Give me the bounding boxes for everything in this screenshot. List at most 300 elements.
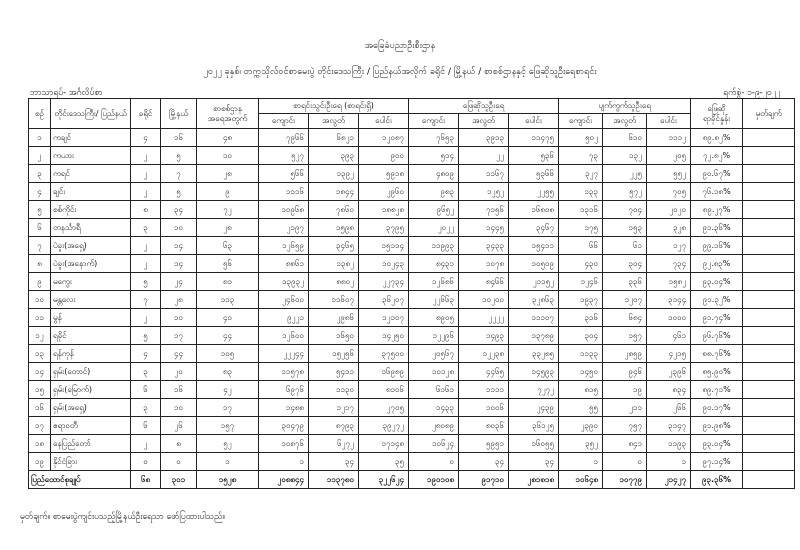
cell-abs-f: ၂၁၁ — [603, 399, 647, 417]
cell-sat-t: ၃၄ — [509, 453, 559, 471]
cell-sat-t: ၁၅၄၁၁ — [509, 237, 559, 255]
cell-centers: ၈၃ — [197, 363, 259, 381]
cell-remark — [743, 273, 795, 291]
cell-district: ၂ — [131, 309, 161, 327]
cell-pct: ၈၉.၇၁% — [691, 381, 743, 399]
cell-reg-m: ၁၂၆၀၀ — [259, 327, 309, 345]
cell-reg-m: ၁၄၈၈ — [259, 399, 309, 417]
cell-township: ၁၆ — [161, 381, 197, 399]
cell-reg-t: ၁၅၁၁၄ — [359, 237, 409, 255]
cell-abs-t: ၁၁၁၂ — [647, 129, 691, 147]
cell-pct: ၉၃.၀၄% — [691, 435, 743, 453]
cell-township: ၃၄ — [161, 201, 197, 219]
cell-abs-m: ၅၅ — [559, 399, 603, 417]
total-sat-f: ၉၁၇၁၀ — [459, 471, 509, 489]
header-percent: ဖြေဆို ရာခိုင်နှုန်း — [691, 99, 743, 129]
cell-no: ၅ — [29, 201, 51, 219]
cell-reg-t: ၁၄၂၅၀ — [359, 327, 409, 345]
cell-township: ၅ — [161, 147, 197, 165]
cell-abs-f: ၇၅၇ — [603, 417, 647, 435]
total-abs-f: ၁၀၇၇၉ — [603, 471, 647, 489]
cell-district: ၃ — [131, 399, 161, 417]
cell-reg-t: ၁၆၉၈၉ — [359, 363, 409, 381]
cell-abs-m: ၁၂၄၆ — [559, 273, 603, 291]
cell-abs-f: ၂၂၅ — [603, 165, 647, 183]
cell-region: နိုင်ငံခြား — [51, 453, 131, 471]
total-abs-m: ၁၀၆၄၈ — [559, 471, 603, 489]
cell-district: ၃ — [131, 363, 161, 381]
table-row — [29, 435, 795, 453]
cell-remark — [743, 219, 795, 237]
cell-centers: ၁၅၇ — [197, 417, 259, 435]
document-subtitle: ၂၀၂၂ ခုနှစ်၊ တက္ကသိုလ်ဝင်စာမေးပွဲ တိုင်းဒေသကြီး / ပြည်နယ်အလိုက် ခရိုင် / မြို့နယ် / စာစစ်ဌာနနှင့် ဖြေဆိုသူဦးရေစာရင်း — [203, 67, 597, 77]
cell-no: ၁၈ — [29, 435, 51, 453]
cell-reg-f: ၁၆၅၀ — [309, 327, 359, 345]
cell-abs-m: ၆၆ — [559, 237, 603, 255]
cell-no: ၃ — [29, 165, 51, 183]
cell-remark — [743, 417, 795, 435]
cell-reg-t: ၁၈၈၂၈ — [359, 201, 409, 219]
cell-reg-f: ၇၈၆၀ — [309, 201, 359, 219]
cell-no: ၁၂ — [29, 327, 51, 345]
cell-sat-f: ၁၂၂၃၈ — [459, 345, 509, 363]
cell-pct: ၉၀.၁၇% — [691, 399, 743, 417]
cell-sat-m: ၁၂၂၉၆ — [409, 327, 459, 345]
cell-reg-f: ၆၂၇၂ — [309, 435, 359, 453]
cell-region: စစ်ကိုင်း — [51, 201, 131, 219]
cell-sat-f: ၁၁၆၇ — [459, 165, 509, 183]
cell-pct: ၉၁.၉၈% — [691, 417, 743, 435]
cell-reg-t: ၅၉၁၈ — [359, 165, 409, 183]
cell-abs-t: ၂၀၂၀ — [647, 201, 691, 219]
cell-pct: ၇၂.၈၂% — [691, 147, 743, 165]
cell-reg-m: ၆၉၇၆ — [259, 381, 309, 399]
cell-no: ၁၄ — [29, 363, 51, 381]
cell-reg-m: ၅၆၆ — [259, 165, 309, 183]
cell-no: ၄ — [29, 183, 51, 201]
table-row — [29, 453, 795, 471]
cell-region: တနင်္သာရီ — [51, 219, 131, 237]
cell-centers: ၇၂ — [197, 201, 259, 219]
header-abs-female: အလွတ် — [603, 114, 647, 129]
cell-remark — [743, 129, 795, 147]
cell-abs-t: ၅၅၂ — [647, 165, 691, 183]
cell-sat-f: ၈၀၃၆ — [459, 417, 509, 435]
cell-centers: ၄၀ — [197, 309, 259, 327]
header-abs-total: ပေါင်း — [647, 114, 691, 129]
cell-reg-t: ၂၉၆၀ — [359, 183, 409, 201]
header-registered: စာရင်းသွင်းဦးရေ (စာရင်းရှိ) — [259, 99, 409, 114]
cell-township: ၄၄ — [161, 345, 197, 363]
header-absent: ပျက်ကွက်သူဦးရေ — [559, 99, 691, 114]
cell-remark — [743, 327, 795, 345]
cell-district: ၂ — [131, 147, 161, 165]
cell-region: ရန်ကုန် — [51, 345, 131, 363]
cell-region: ချင်း — [51, 183, 131, 201]
cell-district: ၂ — [131, 165, 161, 183]
table-row — [29, 201, 795, 219]
cell-remark — [743, 165, 795, 183]
cell-pct: ၈၅.၉၀% — [691, 363, 743, 381]
cell-sat-f: ၂၂ — [459, 147, 509, 165]
cell-region: နေပြည်တော် — [51, 435, 131, 453]
header-abs-male: ကျောင်း — [559, 114, 603, 129]
cell-abs-m: ၃၁၆ — [559, 309, 603, 327]
cell-pct: ၈၉.၂၇% — [691, 201, 743, 219]
cell-reg-f: ၁၂၁၇ — [309, 399, 359, 417]
cell-pct: ၉၀.၆၇% — [691, 165, 743, 183]
table-row — [29, 309, 795, 327]
cell-remark — [743, 183, 795, 201]
total-pct: ၉၃.၃၆% — [691, 471, 743, 489]
cell-township: ၀ — [161, 453, 197, 471]
cell-abs-m: ၄၃၀ — [559, 255, 603, 273]
cell-district: ၄ — [131, 345, 161, 363]
total-sat-m: ၁၉၀၁၀၈ — [409, 471, 459, 489]
cell-reg-m: ၉၂၂၁ — [259, 309, 309, 327]
cell-reg-f: ၁၅၂၅၆ — [309, 345, 359, 363]
cell-sat-m: ၉၆၅၂ — [409, 201, 459, 219]
cell-abs-m: ၇၃ — [559, 147, 603, 165]
cell-centers: ၄၂ — [197, 381, 259, 399]
cell-region: မကွေး — [51, 273, 131, 291]
cell-reg-f: ၁၁၆၀၇ — [309, 291, 359, 309]
cell-reg-m: ၂၄၆၀၀ — [259, 291, 309, 309]
cell-reg-t: ၈၁၀၆ — [359, 381, 409, 399]
table-row — [29, 417, 795, 435]
cell-district: ၅ — [131, 273, 161, 291]
cell-reg-m: ၈၈၆၁ — [259, 255, 309, 273]
cell-sat-m: ၇၆၅၃ — [409, 129, 459, 147]
cell-no: ၂ — [29, 147, 51, 165]
cell-reg-f: ၂၉၈၆ — [309, 309, 359, 327]
cell-centers: ၂၈ — [197, 165, 259, 183]
cell-no: ၁ — [29, 129, 51, 147]
table-row — [29, 345, 795, 363]
cell-abs-f: ၀ — [603, 453, 647, 471]
cell-reg-m: ၁၃၉၃၂ — [259, 273, 309, 291]
cell-region: ပဲခူး(အရှေ့) — [51, 237, 131, 255]
cell-reg-t: ၃၇၉၅ — [359, 219, 409, 237]
cell-no: ၈ — [29, 255, 51, 273]
cell-district: ၅ — [131, 327, 161, 345]
cell-sat-f: ၈၄၆၆ — [459, 273, 509, 291]
table-row — [29, 165, 795, 183]
header-no: စဉ် — [29, 99, 51, 129]
cell-sat-f: ၃၉၁၃ — [459, 129, 509, 147]
cell-reg-f: ၃၄ — [309, 453, 359, 471]
cell-sat-t: ၁၁၄၇၅ — [509, 129, 559, 147]
cell-sat-t: ၁၄၅၉၃ — [509, 363, 559, 381]
total-sat-t: ၂၈၁၈၁၈ — [509, 471, 559, 489]
header-centers: စာစစ်ဌာန အရေအတွက် — [197, 99, 259, 129]
cell-centers: ၅၂ — [197, 435, 259, 453]
cell-reg-m: ၂၁၉၇ — [259, 219, 309, 237]
total-abs-t: ၂၁၄၂၇ — [647, 471, 691, 489]
total-district: ၆၈ — [131, 471, 161, 489]
cell-abs-f: ၇၀၄ — [603, 201, 647, 219]
cell-abs-f: ၉၄၆ — [603, 363, 647, 381]
cell-remark — [743, 237, 795, 255]
cell-abs-f: ၂၈၅၉ — [603, 345, 647, 363]
cell-pct: ၈၈.၇၆% — [691, 345, 743, 363]
cell-abs-m: ၁ — [559, 453, 603, 471]
cell-reg-f: ၁၁၃၀ — [309, 381, 359, 399]
cell-abs-m: ၈၁၅ — [559, 381, 603, 399]
cell-sat-m: ၂၂၆၆၃ — [409, 291, 459, 309]
cell-abs-t: ၁၂၇ — [647, 237, 691, 255]
cell-no: ၉ — [29, 273, 51, 291]
cell-sat-m: ၂၀၅၆၇ — [409, 345, 459, 363]
cell-abs-m: ၅၀၂ — [559, 129, 603, 147]
cell-abs-t: ၃၁၄၄ — [647, 291, 691, 309]
total-reg-m: ၂၀၈၈၄၄ — [259, 471, 309, 489]
cell-township: ၁၀ — [161, 399, 197, 417]
cell-abs-m: ၃၂၇ — [559, 165, 603, 183]
cell-sat-f: ၂၂၂၂ — [459, 309, 509, 327]
cell-sat-t: ၂၁၁၅၂ — [509, 273, 559, 291]
cell-region: ကယား — [51, 147, 131, 165]
cell-sat-m: ၉၈၃ — [409, 183, 459, 201]
cell-abs-m: ၃၅၂ — [559, 435, 603, 453]
total-row — [29, 471, 795, 489]
cell-reg-m: ၃၀၄၇၉ — [259, 417, 309, 435]
cell-sat-m: ၁၄၃၃ — [409, 399, 459, 417]
cell-sat-t: ၃၃၂၈၅ — [509, 345, 559, 363]
cell-sat-f: ၁၀၂၀၀ — [459, 291, 509, 309]
cell-reg-f: ၁၅၉၈ — [309, 219, 359, 237]
cell-sat-m: ၀ — [409, 453, 459, 471]
table-row — [29, 219, 795, 237]
cell-district: ၃ — [131, 219, 161, 237]
results-table — [28, 98, 795, 489]
cell-abs-t: ၂၃၉၆ — [647, 363, 691, 381]
cell-sat-t: ၇၂၇၂ — [509, 381, 559, 399]
table-row — [29, 183, 795, 201]
cell-sat-t: ၃၂၈၆၃ — [509, 291, 559, 309]
cell-township: ၂၈ — [161, 291, 197, 309]
total-centers: ၁၅၂၈ — [197, 471, 259, 489]
cell-pct: ၉၁.၃၆% — [691, 219, 743, 237]
cell-abs-t: ၄၆၁ — [647, 327, 691, 345]
cell-remark — [743, 363, 795, 381]
cell-sat-f: ၁၂၅၂ — [459, 183, 509, 201]
cell-pct: ၇၆.၁၈% — [691, 183, 743, 201]
cell-sat-t: ၁၆၀၅၅ — [509, 435, 559, 453]
cell-remark — [743, 345, 795, 363]
cell-abs-t: ၇၀၅ — [647, 183, 691, 201]
cell-district: ၀ — [131, 453, 161, 471]
header-reg-female: အလွတ် — [309, 114, 359, 129]
cell-abs-f: ၃၃၆ — [603, 273, 647, 291]
cell-sat-t: ၁၁၁၀၇ — [509, 309, 559, 327]
cell-region: ရှမ်း(အရှေ့) — [51, 399, 131, 417]
cell-reg-m: ၂၂၂၄၄ — [259, 345, 309, 363]
cell-remark — [743, 435, 795, 453]
cell-township: ၁၇ — [161, 327, 197, 345]
cell-region: မွန် — [51, 309, 131, 327]
cell-abs-f: ၆၁၀ — [603, 129, 647, 147]
cell-reg-m: ၇၉၆၆ — [259, 129, 309, 147]
cell-sat-t: ၁၆၈၀၈ — [509, 201, 559, 219]
cell-remark — [743, 201, 795, 219]
cell-no: ၆ — [29, 219, 51, 237]
cell-centers: ၆၃ — [197, 237, 259, 255]
cell-no: ၁၁ — [29, 309, 51, 327]
total-label: ပြည်ထောင်စုချုပ် — [29, 471, 131, 489]
cell-abs-f: ၁၅၃ — [603, 219, 647, 237]
header-reg-total: ပေါင်း — [359, 114, 409, 129]
cell-sat-m: ၁၁၉၉၃ — [409, 237, 459, 255]
cell-centers: ၁၀၅ — [197, 345, 259, 363]
cell-township: ၁၀ — [161, 219, 197, 237]
cell-centers: ၁ — [197, 453, 259, 471]
header-township: မြို့နယ် — [161, 99, 197, 129]
cell-sat-f: ၁၁၁၁ — [459, 381, 509, 399]
cell-centers: ၈၁ — [197, 273, 259, 291]
total-reg-f: ၁၁၃၇၈၀ — [309, 471, 359, 489]
cell-district: ၇ — [131, 291, 161, 309]
cell-reg-t: ၁၂၁၀၇ — [359, 309, 409, 327]
cell-reg-f: ၃၉၃ — [309, 147, 359, 165]
total-remark — [743, 471, 795, 489]
cell-sat-m: ၁၀၁၂၈ — [409, 363, 459, 381]
cell-reg-t: ၁၀၂၄၃ — [359, 255, 409, 273]
cell-no: ၁၉ — [29, 453, 51, 471]
cell-district: ၈ — [131, 201, 161, 219]
cell-abs-t: ၂၀၅ — [647, 147, 691, 165]
cell-sat-m: ၂၈၀၈၉ — [409, 417, 459, 435]
cell-sat-f: ၄၄၆၅ — [459, 363, 509, 381]
cell-abs-m: ၁၁၃၃ — [559, 345, 603, 363]
cell-district: ၆ — [131, 381, 161, 399]
cell-sat-t: ၁၀၅၀၉ — [509, 255, 559, 273]
cell-reg-f: ၃၄၆၅ — [309, 237, 359, 255]
cell-region: ပဲခူး(အနောက်) — [51, 255, 131, 273]
cell-pct: ၉၃.၀၄% — [691, 273, 743, 291]
header-district: ခရိုင် — [131, 99, 161, 129]
cell-no: ၁၇ — [29, 417, 51, 435]
cell-abs-f: ၁၅၇ — [603, 327, 647, 345]
cell-reg-t: ၃၅ — [359, 453, 409, 471]
cell-sat-f: ၇၁၅၆ — [459, 201, 509, 219]
cell-abs-f: ၁၂၀၇ — [603, 291, 647, 309]
cell-sat-m: ၈၄၃၁ — [409, 255, 459, 273]
cell-remark — [743, 309, 795, 327]
cell-district: ၂ — [131, 237, 161, 255]
cell-reg-f: ၈၈၀၂ — [309, 273, 359, 291]
cell-reg-m: ၅၂၇ — [259, 147, 309, 165]
cell-remark — [743, 291, 795, 309]
cell-reg-m: ၁၂၆၅၉ — [259, 237, 309, 255]
cell-sat-t: ၃၆၁၂၅ — [509, 417, 559, 435]
cell-abs-f: ၆၁ — [603, 237, 647, 255]
header-sat: ဖြေဆိုသူဦးရေ — [409, 99, 559, 114]
cell-region: ကချင် — [51, 129, 131, 147]
table-row — [29, 327, 795, 345]
cell-region: ရခိုင် — [51, 327, 131, 345]
cell-township: ၁၄ — [161, 237, 197, 255]
cell-reg-f: ၁၈၄၄ — [309, 183, 359, 201]
cell-abs-m: ၃၀၄ — [559, 327, 603, 345]
document-title: အခြေခံပညာဦးစီးဌာန — [364, 41, 436, 51]
cell-abs-m: ၂၃၉၀ — [559, 417, 603, 435]
cell-reg-f: ၅၄၁၁ — [309, 363, 359, 381]
cell-centers: ၄၈ — [197, 129, 259, 147]
cell-sat-m: ၁၀၆၂၄ — [409, 435, 459, 453]
cell-centers: ၂၈ — [197, 219, 259, 237]
cell-abs-t: ၂၆၆ — [647, 399, 691, 417]
cell-township: ၈ — [161, 435, 197, 453]
header-region: တိုင်းဒေသကြီး/ ပြည်နယ် — [51, 99, 131, 129]
header-sat-total: ပေါင်း — [509, 114, 559, 129]
cell-sat-m: ၂၀၂၂ — [409, 219, 459, 237]
cell-township: ၂၆ — [161, 417, 197, 435]
cell-reg-t: ၁၂၀၈၇ — [359, 129, 409, 147]
cell-centers: ၁၇ — [197, 399, 259, 417]
table-row — [29, 147, 795, 165]
cell-reg-m: ၁၀၉၆၈ — [259, 201, 309, 219]
cell-sat-t: ၁၃၇၈၉ — [509, 327, 559, 345]
cell-sat-m: ၆၁၆၁ — [409, 381, 459, 399]
cell-sat-t: ၅၃၆ — [509, 147, 559, 165]
cell-region: ဧရာဝတီ — [51, 417, 131, 435]
cell-sat-f: ၁၄၄၅ — [459, 219, 509, 237]
total-reg-t: ၃၂၂၆၂၄ — [359, 471, 409, 489]
table-row — [29, 129, 795, 147]
cell-reg-t: ၃၆၂၀၇ — [359, 291, 409, 309]
cell-township: ၇ — [161, 165, 197, 183]
cell-abs-t: ၁ — [647, 453, 691, 471]
date-label: ရက်စွဲ- ၁-၉-၂၀၂၂ — [723, 88, 780, 98]
cell-reg-t: ၉၀၀ — [359, 147, 409, 165]
cell-reg-m: ၁၀၈၇၆ — [259, 435, 309, 453]
cell-abs-f: ၅၇၂ — [603, 183, 647, 201]
table-row — [29, 255, 795, 273]
cell-district: ၂ — [131, 183, 161, 201]
cell-sat-f: ၁၀၀၆ — [459, 399, 509, 417]
cell-township: ၁၀ — [161, 309, 197, 327]
cell-region: မန္တလေး — [51, 291, 131, 309]
cell-reg-f: ၁၃၉၂ — [309, 165, 359, 183]
cell-abs-t: ၃၂၈ — [647, 219, 691, 237]
cell-region: ရှမ်း(မြောက်) — [51, 381, 131, 399]
cell-district: ၂ — [131, 255, 161, 273]
cell-district: ၆ — [131, 417, 161, 435]
cell-no: ၁၅ — [29, 381, 51, 399]
cell-reg-t: ၂၇၀၅ — [359, 399, 409, 417]
cell-sat-t: ၂၂၅၅ — [509, 183, 559, 201]
cell-abs-f: ၆၈၄ — [603, 309, 647, 327]
cell-sat-t: ၂၄၃၉ — [509, 399, 559, 417]
cell-sat-f: ၃၄ — [459, 453, 509, 471]
cell-township: ၁၆ — [161, 129, 197, 147]
cell-abs-t: ၃၁၄၇ — [647, 417, 691, 435]
cell-sat-f: ၁၀၇၈ — [459, 255, 509, 273]
cell-reg-f: ၈၇၉၃ — [309, 417, 359, 435]
table-row — [29, 291, 795, 309]
cell-no: ၁၀ — [29, 291, 51, 309]
cell-pct: ၉၁.၇၄% — [691, 309, 743, 327]
cell-abs-m: ၁၇၅ — [559, 219, 603, 237]
subject-label: ဘာသာရပ်- အင်္ဂလိပ်စာ — [30, 88, 103, 98]
cell-sat-m: ၄၈၀၉ — [409, 165, 459, 183]
cell-abs-f: ၃၀၄ — [603, 255, 647, 273]
cell-reg-t: ၃၉၂၇၂ — [359, 417, 409, 435]
cell-abs-m: ၁၄၅၀ — [559, 363, 603, 381]
cell-abs-m: ၁၉၃၇ — [559, 291, 603, 309]
cell-abs-f: ၁၉ — [603, 381, 647, 399]
